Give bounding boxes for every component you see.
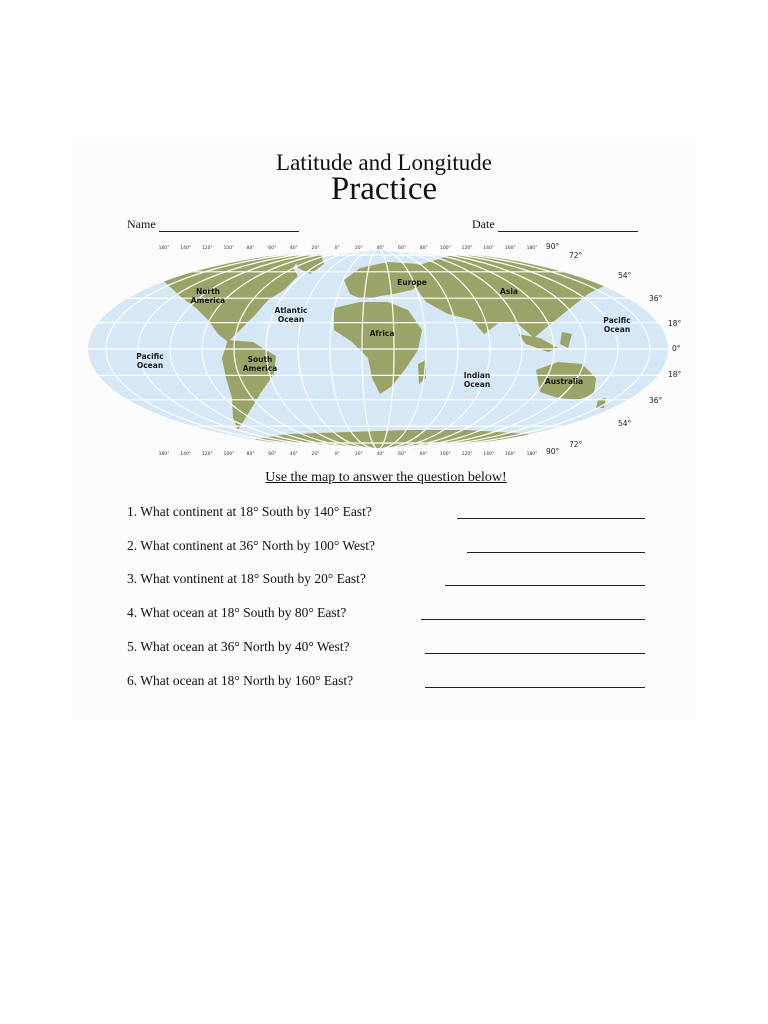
answer-line-1[interactable] (457, 505, 645, 519)
question-4-text: 4. What ocean at 18° South by 80° East? (127, 605, 347, 620)
lon-bottom-tick-14: 120° (461, 452, 473, 457)
lon-top-tick-12: 80° (419, 246, 428, 251)
label-asia: Asia (500, 287, 518, 296)
lat-tick-6: 18° (668, 370, 682, 379)
lon-bottom-tick-8: 0° (334, 452, 340, 457)
lon-bottom-tick-7: 20° (311, 452, 320, 457)
lon-top-tick-16: 160° (504, 246, 516, 251)
lat-tick-10: 90° (546, 447, 560, 456)
date-label: Date (472, 217, 495, 231)
lon-bottom-tick-1: 140° (180, 452, 192, 457)
label-europe: Europe (397, 278, 427, 287)
question-6-text: 6. What ocean at 18° North by 160° East? (127, 673, 354, 688)
answer-line-5[interactable] (425, 640, 645, 654)
lat-tick-4: 18° (668, 319, 682, 328)
answer-line-6[interactable] (425, 674, 645, 688)
name-label: Name (127, 217, 156, 231)
lon-bottom-tick-4: 80° (246, 452, 255, 457)
label-pacific-ocean-west: Pacific Ocean (136, 352, 164, 370)
label-australia: Australia (544, 377, 584, 386)
question-5 (127, 639, 350, 655)
lat-tick-3: 36° (649, 294, 663, 303)
date-blank-line[interactable] (498, 219, 638, 232)
answer-line-4[interactable] (421, 606, 645, 620)
lon-bottom-tick-11: 60° (398, 452, 407, 457)
question-1-text: 1. What continent at 18° South by 140° East? (127, 504, 372, 519)
label-atlantic-ocean: Atlantic Ocean (274, 306, 308, 324)
lon-top-tick-14: 120° (461, 246, 473, 251)
lon-top-tick-4: 80° (246, 246, 255, 251)
lon-bottom-tick-0: 160° (158, 452, 170, 457)
lon-top-tick-10: 40° (376, 246, 385, 251)
question-5-text: 5. What ocean at 36° North by 40° West? (127, 639, 350, 654)
label-south-america: South America (242, 355, 278, 373)
lat-tick-2: 54° (618, 271, 632, 280)
lon-bottom-tick-9: 20° (354, 452, 363, 457)
lat-tick-9: 72° (569, 440, 583, 449)
lon-bottom-tick-17: 180° (526, 452, 538, 457)
world-map (88, 238, 688, 460)
lon-top-tick-6: 40° (289, 246, 298, 251)
lon-bottom-tick-2: 120° (201, 452, 213, 457)
lon-bottom-tick-13: 100° (439, 452, 451, 457)
lon-top-tick-9: 20° (354, 246, 363, 251)
label-north-america-1: North America (190, 287, 226, 305)
question-2-text: 2. What continent at 36° North by 100° West? (127, 538, 376, 553)
label-indian-ocean: Indian Ocean (463, 371, 491, 389)
lon-bottom-tick-12: 80° (419, 452, 428, 457)
name-blank-line[interactable] (159, 219, 299, 232)
lon-top-tick-0: 160° (158, 246, 170, 251)
lat-tick-0: 90° (546, 242, 560, 251)
instruction-text: Use the map to answer the question below! (265, 470, 507, 485)
date-field[interactable] (472, 217, 638, 232)
lon-top-tick-1: 140° (180, 246, 192, 251)
question-4 (127, 605, 346, 621)
longitude-ticks-bottom (159, 451, 538, 457)
lon-bottom-tick-6: 40° (289, 452, 298, 457)
worksheet-title: Latitude and Longitude (276, 150, 492, 175)
lon-top-tick-15: 140° (483, 246, 495, 251)
lat-tick-8: 54° (618, 419, 632, 428)
question-2 (127, 538, 375, 554)
lat-tick-1: 72° (569, 251, 583, 260)
lon-top-tick-13: 100° (439, 246, 451, 251)
answer-line-3[interactable] (445, 572, 645, 586)
lat-tick-7: 36° (649, 396, 663, 405)
worksheet-subtitle: Practice (330, 171, 438, 207)
name-field[interactable] (127, 217, 299, 232)
label-pacific-ocean-east: Pacific Ocean (603, 316, 631, 334)
question-3-text: 3. What vontinent at 18° South by 20° East? (127, 571, 366, 586)
question-6 (127, 673, 353, 689)
lon-bottom-tick-15: 140° (483, 452, 495, 457)
question-1 (127, 504, 372, 520)
lat-tick-5: 0° (672, 344, 681, 353)
label-africa: Africa (369, 329, 395, 338)
lon-top-tick-7: 20° (311, 246, 320, 251)
lon-top-tick-17: 180° (526, 246, 538, 251)
lon-bottom-tick-10: 40° (376, 452, 385, 457)
lon-bottom-tick-5: 60° (268, 452, 277, 457)
lon-top-tick-11: 60° (398, 246, 407, 251)
lon-top-tick-3: 100° (223, 246, 235, 251)
lon-top-tick-8: 0° (334, 246, 340, 251)
answer-line-2[interactable] (467, 539, 645, 553)
lon-top-tick-2: 120° (201, 246, 213, 251)
lon-bottom-tick-3: 100° (223, 452, 235, 457)
question-3 (127, 571, 366, 587)
lon-top-tick-5: 60° (268, 246, 277, 251)
lon-bottom-tick-16: 160° (504, 452, 516, 457)
